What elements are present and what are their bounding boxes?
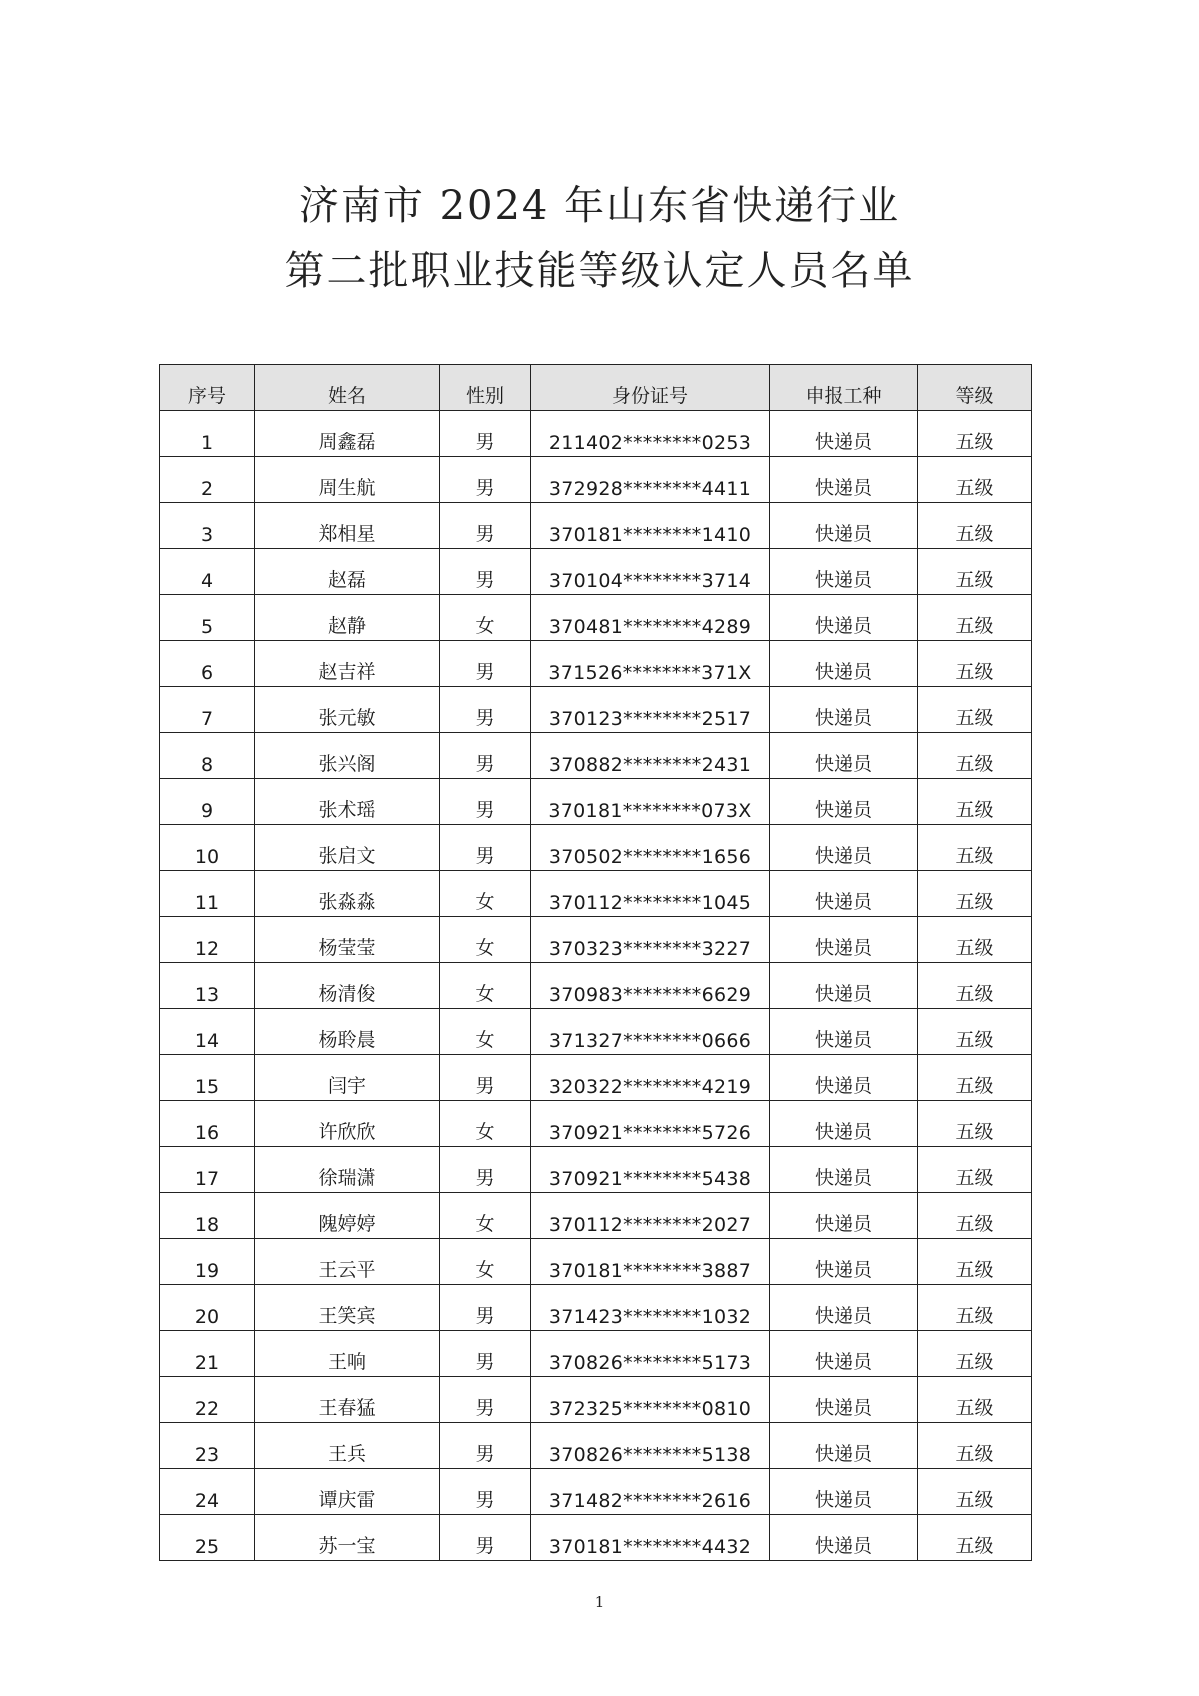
cell-job-type: 快递员 [770, 503, 918, 549]
cell-level: 五级 [918, 549, 1032, 595]
cell-job-type: 快递员 [770, 1193, 918, 1239]
cell-level: 五级 [918, 1285, 1032, 1331]
cell-gender: 男 [440, 825, 531, 871]
cell-number: 13 [160, 963, 255, 1009]
cell-level: 五级 [918, 641, 1032, 687]
cell-level: 五级 [918, 595, 1032, 641]
cell-number: 8 [160, 733, 255, 779]
cell-number: 21 [160, 1331, 255, 1377]
cell-gender: 男 [440, 1147, 531, 1193]
cell-job-type: 快递员 [770, 411, 918, 457]
header-cell-level: 等级 [918, 365, 1032, 411]
cell-level: 五级 [918, 871, 1032, 917]
table-row [160, 779, 1032, 825]
table-header [160, 365, 1032, 411]
cell-name: 王笑宾 [255, 1285, 440, 1331]
cell-id-number: 370181********3887 [531, 1239, 770, 1285]
cell-name: 徐瑞潇 [255, 1147, 440, 1193]
table-row [160, 457, 1032, 503]
cell-job-type: 快递员 [770, 549, 918, 595]
cell-level: 五级 [918, 687, 1032, 733]
document-title-line-2: 第二批职业技能等级认定人员名单 [284, 248, 915, 294]
cell-number: 18 [160, 1193, 255, 1239]
cell-name: 王春猛 [255, 1377, 440, 1423]
cell-level: 五级 [918, 917, 1032, 963]
table-row [160, 1101, 1032, 1147]
cell-gender: 男 [440, 411, 531, 457]
cell-job-type: 快递员 [770, 1147, 918, 1193]
table-row [160, 1147, 1032, 1193]
table-row [160, 1285, 1032, 1331]
cell-level: 五级 [918, 1515, 1032, 1561]
cell-job-type: 快递员 [770, 1423, 918, 1469]
table-row [160, 1331, 1032, 1377]
cell-id-number: 370983********6629 [531, 963, 770, 1009]
cell-job-type: 快递员 [770, 779, 918, 825]
cell-number: 9 [160, 779, 255, 825]
cell-level: 五级 [918, 457, 1032, 503]
cell-level: 五级 [918, 779, 1032, 825]
cell-gender: 女 [440, 963, 531, 1009]
cell-id-number: 371482********2616 [531, 1469, 770, 1515]
cell-number: 12 [160, 917, 255, 963]
cell-number: 22 [160, 1377, 255, 1423]
cell-name: 赵吉祥 [255, 641, 440, 687]
header-cell-job-type: 申报工种 [770, 365, 918, 411]
cell-gender: 男 [440, 1331, 531, 1377]
cell-id-number: 370112********2027 [531, 1193, 770, 1239]
cell-id-number: 371526********371X [531, 641, 770, 687]
cell-gender: 男 [440, 1285, 531, 1331]
table-row [160, 687, 1032, 733]
cell-level: 五级 [918, 1239, 1032, 1285]
table-row [160, 595, 1032, 641]
cell-number: 20 [160, 1285, 255, 1331]
cell-level: 五级 [918, 1009, 1032, 1055]
table-row [160, 1055, 1032, 1101]
cell-name: 苏一宝 [255, 1515, 440, 1561]
document-title-line-1: 济南市 2024 年山东省快递行业 [298, 183, 901, 229]
cell-job-type: 快递员 [770, 917, 918, 963]
cell-id-number: 370921********5726 [531, 1101, 770, 1147]
cell-job-type: 快递员 [770, 1285, 918, 1331]
cell-id-number: 370181********073X [531, 779, 770, 825]
cell-id-number: 370123********2517 [531, 687, 770, 733]
cell-id-number: 370181********1410 [531, 503, 770, 549]
table-row [160, 1377, 1032, 1423]
table-row [160, 1239, 1032, 1285]
cell-job-type: 快递员 [770, 687, 918, 733]
header-cell-number: 序号 [160, 365, 255, 411]
page-number: 1 [594, 1593, 605, 1611]
cell-job-type: 快递员 [770, 1331, 918, 1377]
cell-gender: 女 [440, 1193, 531, 1239]
cell-gender: 女 [440, 917, 531, 963]
cell-gender: 男 [440, 503, 531, 549]
cell-level: 五级 [918, 1377, 1032, 1423]
cell-id-number: 370882********2431 [531, 733, 770, 779]
table-row [160, 549, 1032, 595]
cell-number: 25 [160, 1515, 255, 1561]
cell-job-type: 快递员 [770, 825, 918, 871]
cell-job-type: 快递员 [770, 1377, 918, 1423]
cell-level: 五级 [918, 1055, 1032, 1101]
cell-level: 五级 [918, 411, 1032, 457]
cell-id-number: 370921********5438 [531, 1147, 770, 1193]
cell-level: 五级 [918, 1101, 1032, 1147]
cell-gender: 男 [440, 641, 531, 687]
cell-job-type: 快递员 [770, 733, 918, 779]
cell-name: 隗婷婷 [255, 1193, 440, 1239]
cell-name: 张元敏 [255, 687, 440, 733]
cell-id-number: 371327********0666 [531, 1009, 770, 1055]
cell-gender: 男 [440, 1515, 531, 1561]
cell-name: 张启文 [255, 825, 440, 871]
table-row [160, 1009, 1032, 1055]
cell-level: 五级 [918, 733, 1032, 779]
cell-id-number: 371423********1032 [531, 1285, 770, 1331]
cell-id-number: 370502********1656 [531, 825, 770, 871]
cell-number: 2 [160, 457, 255, 503]
cell-name: 赵静 [255, 595, 440, 641]
cell-level: 五级 [918, 1193, 1032, 1239]
table-row [160, 1469, 1032, 1515]
cell-gender: 女 [440, 1101, 531, 1147]
table-row [160, 1423, 1032, 1469]
cell-job-type: 快递员 [770, 1055, 918, 1101]
cell-level: 五级 [918, 1469, 1032, 1515]
cell-gender: 男 [440, 1423, 531, 1469]
cell-number: 23 [160, 1423, 255, 1469]
cell-id-number: 372928********4411 [531, 457, 770, 503]
cell-number: 4 [160, 549, 255, 595]
table-row [160, 871, 1032, 917]
cell-number: 3 [160, 503, 255, 549]
cell-number: 15 [160, 1055, 255, 1101]
cell-name: 杨清俊 [255, 963, 440, 1009]
table-row [160, 825, 1032, 871]
cell-name: 许欣欣 [255, 1101, 440, 1147]
table-row [160, 641, 1032, 687]
cell-level: 五级 [918, 1147, 1032, 1193]
cell-number: 17 [160, 1147, 255, 1193]
table-row [160, 917, 1032, 963]
cell-gender: 女 [440, 595, 531, 641]
header-row [160, 365, 1032, 411]
cell-name: 王云平 [255, 1239, 440, 1285]
cell-gender: 男 [440, 549, 531, 595]
cell-job-type: 快递员 [770, 1469, 918, 1515]
cell-level: 五级 [918, 503, 1032, 549]
cell-number: 11 [160, 871, 255, 917]
cell-id-number: 370112********1045 [531, 871, 770, 917]
cell-id-number: 370826********5173 [531, 1331, 770, 1377]
cell-number: 1 [160, 411, 255, 457]
cell-job-type: 快递员 [770, 641, 918, 687]
cell-gender: 男 [440, 687, 531, 733]
cell-level: 五级 [918, 1423, 1032, 1469]
table-body [160, 411, 1032, 1561]
cell-job-type: 快递员 [770, 871, 918, 917]
cell-id-number: 372325********0810 [531, 1377, 770, 1423]
cell-name: 谭庆雷 [255, 1469, 440, 1515]
cell-id-number: 370323********3227 [531, 917, 770, 963]
header-cell-gender: 性别 [440, 365, 531, 411]
cell-job-type: 快递员 [770, 1239, 918, 1285]
cell-job-type: 快递员 [770, 457, 918, 503]
table-row [160, 733, 1032, 779]
cell-gender: 男 [440, 1055, 531, 1101]
cell-level: 五级 [918, 1331, 1032, 1377]
cell-name: 王兵 [255, 1423, 440, 1469]
cell-job-type: 快递员 [770, 1009, 918, 1055]
table-row [160, 411, 1032, 457]
cell-gender: 男 [440, 779, 531, 825]
cell-gender: 女 [440, 1009, 531, 1055]
roster-table [159, 364, 1032, 1561]
cell-id-number: 320322********4219 [531, 1055, 770, 1101]
cell-name: 闫宇 [255, 1055, 440, 1101]
cell-name: 周鑫磊 [255, 411, 440, 457]
cell-job-type: 快递员 [770, 1101, 918, 1147]
cell-id-number: 370481********4289 [531, 595, 770, 641]
cell-gender: 女 [440, 1239, 531, 1285]
cell-name: 郑相星 [255, 503, 440, 549]
header-cell-id-number: 身份证号 [531, 365, 770, 411]
cell-name: 张兴阁 [255, 733, 440, 779]
cell-name: 张术瑶 [255, 779, 440, 825]
cell-job-type: 快递员 [770, 595, 918, 641]
cell-id-number: 211402********0253 [531, 411, 770, 457]
cell-name: 杨聆晨 [255, 1009, 440, 1055]
cell-name: 周生航 [255, 457, 440, 503]
cell-number: 5 [160, 595, 255, 641]
cell-gender: 男 [440, 1377, 531, 1423]
cell-job-type: 快递员 [770, 1515, 918, 1561]
cell-number: 7 [160, 687, 255, 733]
cell-number: 10 [160, 825, 255, 871]
table-row [160, 963, 1032, 1009]
cell-number: 24 [160, 1469, 255, 1515]
cell-number: 14 [160, 1009, 255, 1055]
cell-number: 6 [160, 641, 255, 687]
cell-name: 杨莹莹 [255, 917, 440, 963]
table-row [160, 1193, 1032, 1239]
cell-gender: 男 [440, 733, 531, 779]
cell-id-number: 370104********3714 [531, 549, 770, 595]
cell-id-number: 370826********5138 [531, 1423, 770, 1469]
cell-id-number: 370181********4432 [531, 1515, 770, 1561]
cell-name: 张淼淼 [255, 871, 440, 917]
cell-number: 19 [160, 1239, 255, 1285]
cell-gender: 男 [440, 457, 531, 503]
table-row [160, 503, 1032, 549]
cell-gender: 男 [440, 1469, 531, 1515]
header-cell-name: 姓名 [255, 365, 440, 411]
cell-level: 五级 [918, 963, 1032, 1009]
cell-gender: 女 [440, 871, 531, 917]
cell-number: 16 [160, 1101, 255, 1147]
cell-name: 王响 [255, 1331, 440, 1377]
cell-name: 赵磊 [255, 549, 440, 595]
table-row [160, 1515, 1032, 1561]
cell-job-type: 快递员 [770, 963, 918, 1009]
cell-level: 五级 [918, 825, 1032, 871]
